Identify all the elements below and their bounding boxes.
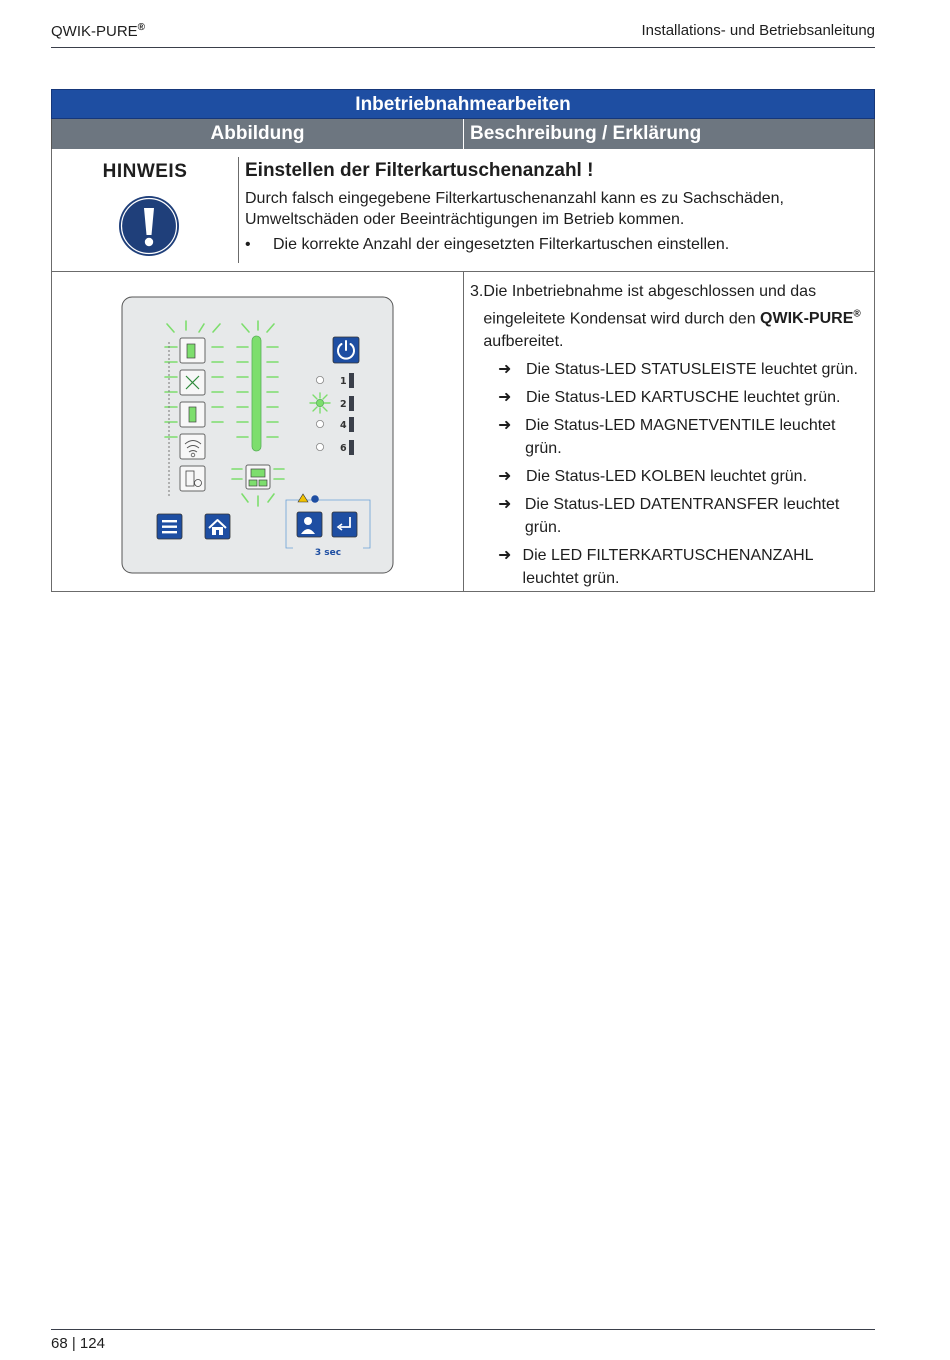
bullet-mark: • xyxy=(245,236,251,253)
hold-time-label: 3 sec xyxy=(314,548,342,558)
brand-mark: ® xyxy=(853,309,861,320)
arrow-icon: ➜ xyxy=(498,389,512,407)
document-title: Installations- und Betriebsanleitung xyxy=(641,22,875,39)
arrow-icon: ➜ xyxy=(498,496,512,514)
result-text: Die Status-LED KOLBEN leuchtet grün. xyxy=(526,468,808,486)
home-button xyxy=(205,514,230,539)
result-text: Die Status-LED MAGNETVENTILE leuchtet grün. xyxy=(525,417,836,458)
result-item xyxy=(498,414,866,460)
notice-box xyxy=(51,149,875,272)
notice-divider xyxy=(238,157,239,263)
info-icon xyxy=(311,495,319,503)
result-text: Die Status-LED KARTUSCHE leuchtet grün. xyxy=(526,389,841,407)
arrow-icon: ➜ xyxy=(498,361,512,379)
menu-button xyxy=(157,514,182,539)
column-header-description: Beschreibung / Erklärung xyxy=(470,123,702,144)
product-text: QWIK-PURE xyxy=(51,23,138,40)
result-item xyxy=(498,465,866,488)
enter-button xyxy=(332,512,357,537)
arrow-icon: ➜ xyxy=(498,468,512,486)
status-bar-led xyxy=(252,336,261,451)
data-transfer-icon xyxy=(180,434,205,459)
arrow-icon: ➜ xyxy=(498,417,512,435)
status-icon-column xyxy=(180,338,205,491)
table-title: Inbetriebnahmearbeiten xyxy=(51,89,875,119)
notice-label: HINWEIS xyxy=(102,161,188,182)
arrow-icon: ➜ xyxy=(498,547,512,565)
count-label-2: 2 xyxy=(340,399,347,410)
brand-text: QWIK-PURE xyxy=(760,310,854,328)
notice-bullet xyxy=(245,236,864,254)
result-item xyxy=(498,544,866,590)
description-cell xyxy=(464,272,874,591)
count-label-6: 6 xyxy=(340,443,347,454)
brand-name xyxy=(760,310,861,327)
result-item xyxy=(498,493,866,539)
step-text-after: aufbereitet. xyxy=(483,333,564,351)
notice-label-cell xyxy=(52,149,238,271)
control-panel-illustration xyxy=(52,272,464,592)
result-text: Die LED FILTERKARTUSCHENANZAHL leuchtet grün. xyxy=(522,547,813,588)
result-text: Die Status-LED DATENTRANSFER leuchtet grün. xyxy=(524,496,840,537)
page-header xyxy=(51,22,875,48)
commissioning-table xyxy=(51,89,875,592)
product-name xyxy=(51,22,145,40)
result-item xyxy=(498,386,866,409)
registered-mark: ® xyxy=(137,22,146,33)
table-column-headers xyxy=(51,119,875,149)
exclamation-icon xyxy=(118,195,180,257)
result-item xyxy=(498,358,866,381)
notice-title: Einstellen der Filterkartuschenanzahl ! xyxy=(245,160,594,181)
step-text-before: Die Inbetriebnahme ist abgeschlossen und das eingeleitete Kondensat wird durch den xyxy=(483,283,817,328)
count-label-4: 4 xyxy=(340,420,347,431)
notice-bullet-text: Die korrekte Anzahl der eingesetzten Filterkartuschen einstellen. xyxy=(273,236,730,253)
power-button xyxy=(333,337,359,363)
step-number: 3. xyxy=(470,283,484,300)
result-text: Die Status-LED STATUSLEISTE leuchtet grün. xyxy=(526,361,858,379)
notice-content xyxy=(245,160,864,254)
page-number: 68 | 124 xyxy=(51,1335,105,1352)
step-row xyxy=(51,272,875,592)
page-footer xyxy=(51,1329,875,1352)
count-label-1: 1 xyxy=(340,376,347,387)
figure-cell xyxy=(52,272,464,591)
filter-count-icon xyxy=(180,466,205,491)
step-item xyxy=(470,280,866,353)
step-text xyxy=(483,280,866,353)
notice-text: Durch falsch eingegebene Filterkartuschenanzahl kann es zu Sachschäden, Umweltschäden oder Beeinträchtigungen im Betrieb kommen. xyxy=(245,190,784,228)
column-header-figure: Abbildung xyxy=(52,119,464,149)
